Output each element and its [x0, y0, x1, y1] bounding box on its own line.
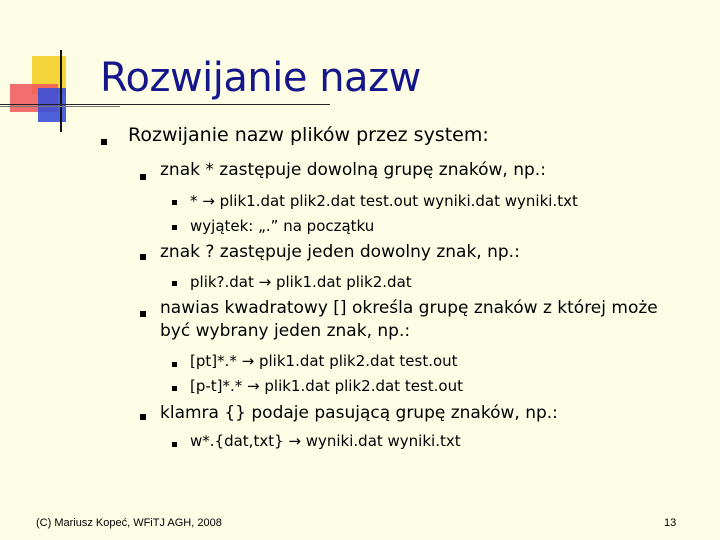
footer-credit: (C) Mariusz Kopeć, WFiTJ AGH, 2008	[36, 517, 222, 529]
bullet-level2: nawias kwadratowy [] określa grupę znaków z której może	[160, 298, 658, 318]
bullet-marker	[172, 362, 177, 367]
bullet-level3: * → plik1.dat plik2.dat test.out wyniki.dat wyniki.txt	[190, 192, 578, 210]
bullet-marker	[140, 311, 146, 317]
bullet-level2-continuation: być wybrany jeden znak, np.:	[160, 321, 411, 341]
page-number: 13	[664, 517, 677, 529]
bullet-level3: plik?.dat → plik1.dat plik2.dat	[190, 273, 412, 291]
bullet-marker	[140, 414, 146, 420]
bullet-marker	[172, 200, 177, 205]
bullet-marker	[172, 225, 177, 230]
bullet-level3: [pt]*.* → plik1.dat plik2.dat test.out	[190, 352, 458, 370]
bullet-marker	[172, 281, 177, 286]
bullet-marker	[172, 386, 177, 391]
bullet-marker	[172, 442, 177, 447]
bullet-level2: znak ? zastępuje jeden dowolny znak, np.:	[160, 242, 520, 262]
slide-title: Rozwijanie nazw	[100, 55, 421, 101]
bullet-marker	[101, 139, 107, 145]
bullet-level3: [p-t]*.* → plik1.dat plik2.dat test.out	[190, 377, 463, 395]
bullet-level1: Rozwijanie nazw plików przez system:	[128, 124, 489, 146]
bullet-level2: znak * zastępuje dowolną grupę znaków, np.:	[160, 160, 546, 180]
bullet-marker	[140, 254, 146, 260]
bullet-level2: klamra {} podaje pasującą grupę znaków, np.:	[160, 403, 558, 423]
bullet-level3: w*.{dat,txt} → wyniki.dat wyniki.txt	[190, 432, 461, 450]
bullet-level3: wyjątek: „.” na początku	[190, 217, 375, 235]
bullet-marker	[140, 174, 146, 180]
